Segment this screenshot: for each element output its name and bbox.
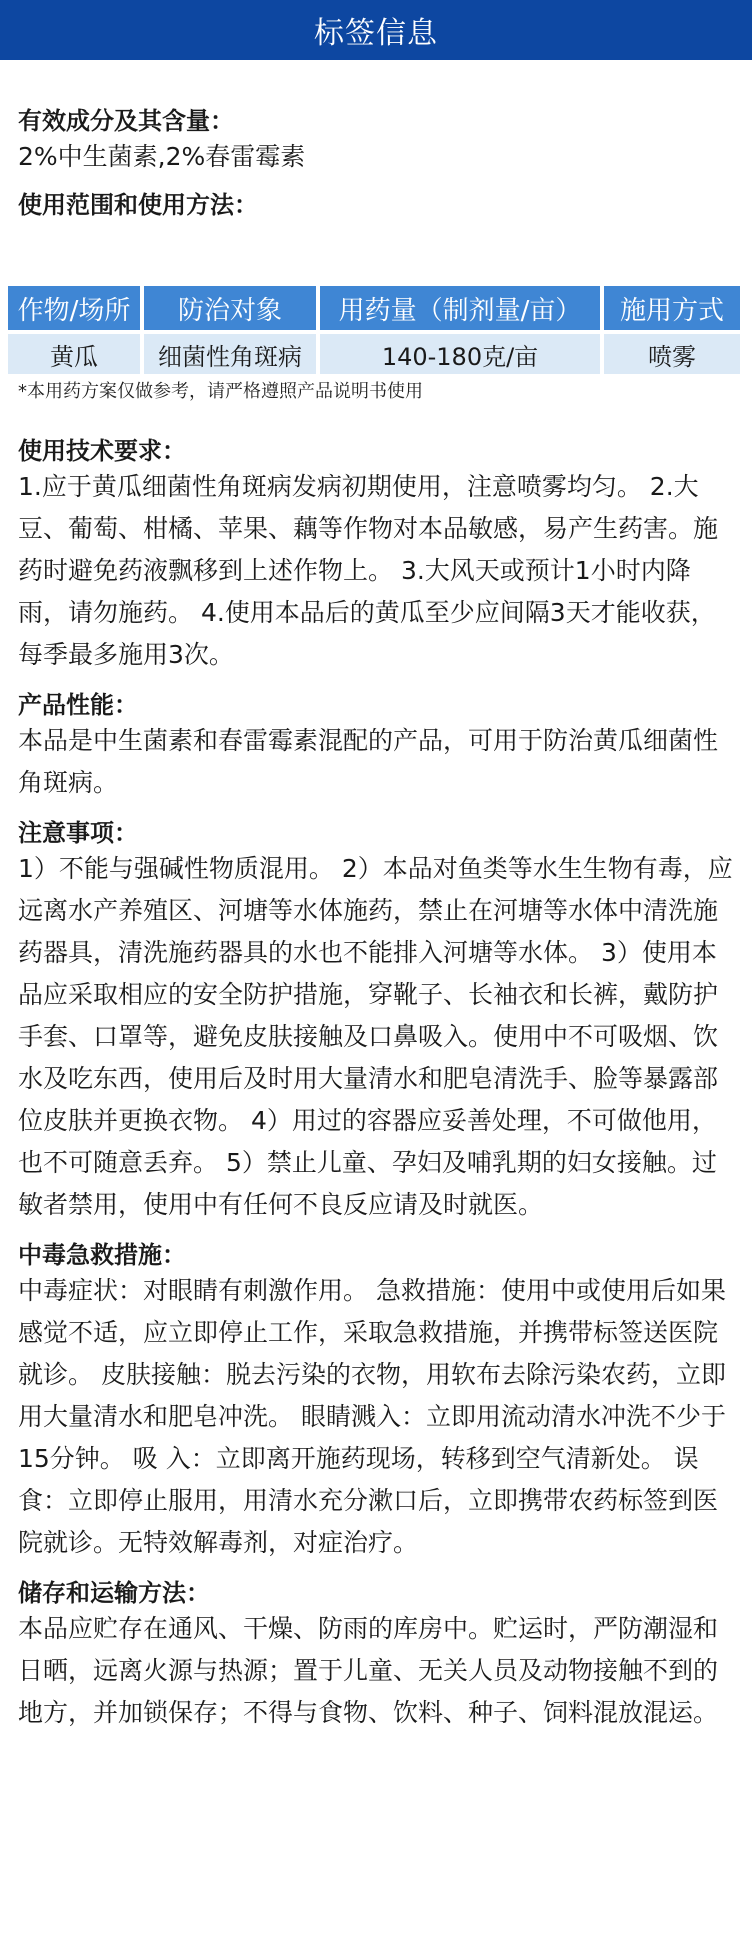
page-title: 标签信息 <box>314 16 438 51</box>
storage-section <box>18 1564 734 1734</box>
usage-title: 使用范围和使用方法： <box>18 191 258 219</box>
performance-section <box>18 676 734 804</box>
precautions-title: 注意事项： <box>18 819 138 847</box>
performance-title: 产品性能： <box>18 691 138 719</box>
tech-title: 使用技术要求： <box>18 437 186 465</box>
col-header-target: 防治对象 <box>144 286 316 330</box>
usage-table-header-row <box>8 286 740 330</box>
table-row <box>8 334 740 374</box>
tech-section <box>18 404 734 676</box>
ingredients-title: 有效成分及其含量： <box>18 107 234 135</box>
usage-spacer <box>18 220 734 282</box>
storage-text: 本品应贮存在通风、干燥、防雨的库房中。贮运时，严防潮湿和日晒，远离火源与热源；置于儿童、无关人员及动物接触不到的地方，并加锁保存；不得与食物、饮料、种子、饲料混放混运。 <box>18 1614 719 1727</box>
tech-text: 1.应于黄瓜细菌性角斑病发病初期使用，注意喷雾均匀。 2.大豆、葡萄、柑橘、苹果、藕等作物对本品敏感，易产生药害。施药时避免药液飘移到上述作物上。 3.大风天或预计1小时内降雨，请勿施药。 4.使用本品后的黄瓜至少应间隔3天才能收获，每季最多施用3次。 <box>18 472 719 669</box>
usage-note: *本用药方案仅做参考，请严格遵照产品说明书使用 <box>18 381 423 402</box>
usage-section <box>18 178 734 404</box>
firstaid-section <box>18 1226 734 1564</box>
ingredients-section <box>18 60 734 178</box>
col-header-crop: 作物/场所 <box>8 286 140 330</box>
storage-title: 储存和运输方法： <box>18 1579 210 1607</box>
page-header <box>0 0 752 60</box>
cell-crop: 黄瓜 <box>8 334 140 374</box>
performance-text: 本品是中生菌素和春雷霉素混配的产品，可用于防治黄瓜细菌性角斑病。 <box>18 726 719 797</box>
precautions-text: 1）不能与强碱性物质混用。 2）本品对鱼类等水生生物有毒，应远离水产养殖区、河塘等水体施药，禁止在河塘等水体中清洗施药器具，清洗施药器具的水也不能排入河塘等水体。 3）使用本品应采取相应的安全防护措施，穿靴子、长袖衣和长裤，戴防护手套、口罩等，避免皮肤接触及口鼻吸入。使用中不可吸烟、饮水及吃东西，使用后及时用大量清水和肥皂清洗手、脸等暴露部位皮肤并更换衣物。 4）用过的容器应妥善处理，不可做他用，也不可随意丢弃。 5）禁止儿童、孕妇及哺乳期的妇女接触。过敏者禁用，使用中有任何不良反应请及时就医。 <box>18 854 733 1219</box>
precautions-section <box>18 804 734 1226</box>
col-header-dosage: 用药量（制剂量/亩） <box>320 286 600 330</box>
cell-target: 细菌性角斑病 <box>144 334 316 374</box>
cell-method: 喷雾 <box>604 334 740 374</box>
usage-table <box>4 282 744 378</box>
firstaid-text: 中毒症状：对眼睛有刺激作用。 急救措施：使用中或使用后如果感觉不适，应立即停止工作，采取急救措施，并携带标签送医院就诊。 皮肤接触：脱去污染的衣物，用软布去除污染农药，立即用大量清水和肥皂冲洗。 眼睛溅入：立即用流动清水冲洗不少于15分钟。 吸 入：立即离开施药现场，转移到空气清新处。 误 食：立即停止服用，用清水充分漱口后，立即携带农药标签到医院就诊。无特效解毒剂，对症治疗。 <box>18 1276 726 1557</box>
label-content <box>0 60 752 1734</box>
ingredients-text: 2%中生菌素,2%春雷霉素 <box>18 142 306 171</box>
col-header-method: 施用方式 <box>604 286 740 330</box>
firstaid-title: 中毒急救措施： <box>18 1241 186 1269</box>
cell-dosage: 140-180克/亩 <box>320 334 600 374</box>
